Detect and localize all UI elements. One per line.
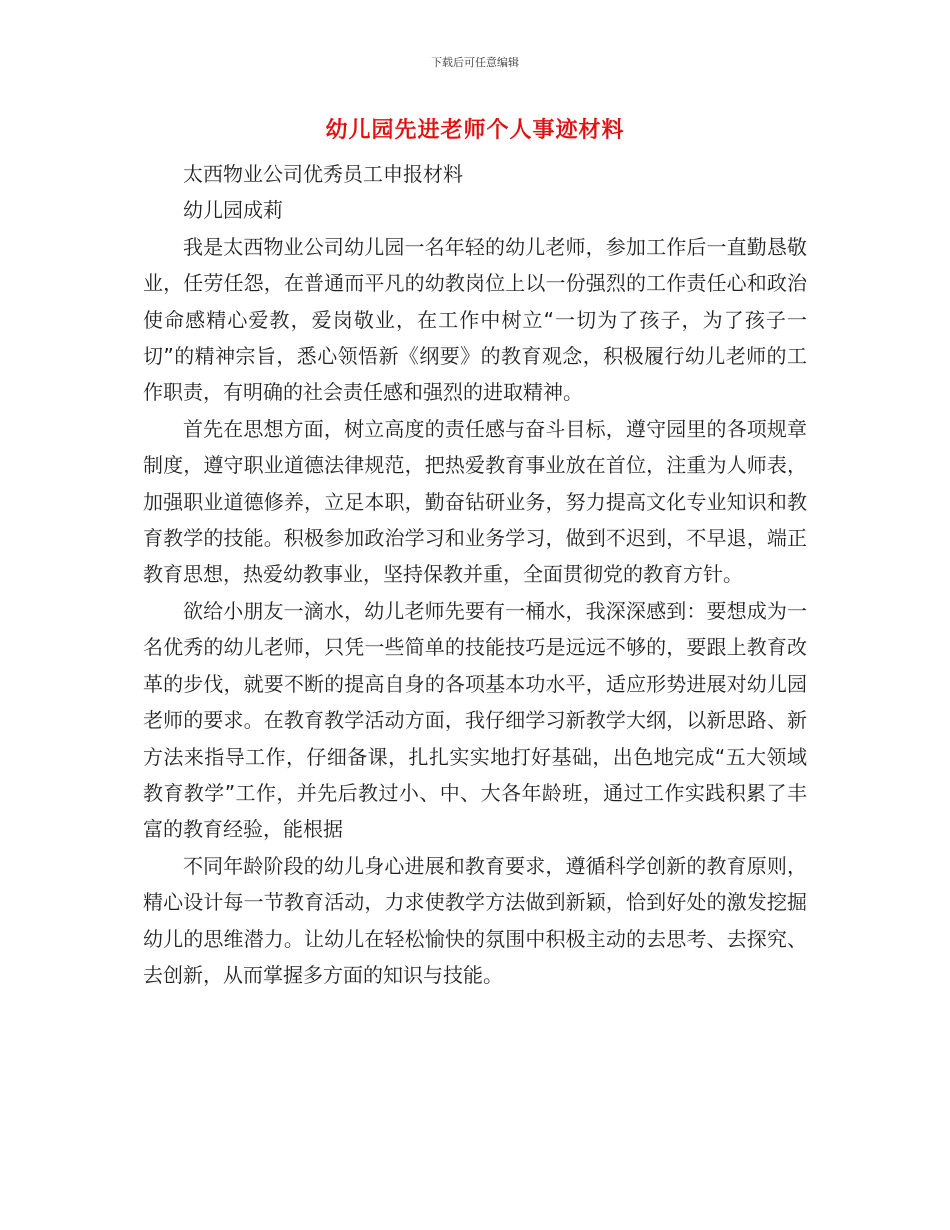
document-body: [143, 156, 807, 993]
document-title: 幼儿园先进老师个人事迹材料: [325, 118, 625, 143]
paragraph: 欲给小朋友一滴水，幼儿老师先要有一桶水，我深深感到：要想成为一名优秀的幼儿老师，只凭一些简单的技能技巧是远远不够的，要跟上教育改革的步伐，就要不断的提高自身的各项基本功水平，适应形势进展对幼儿园老师的要求。在教育教学活动方面，我仔细学习新教学大纲，以新思路、新方法来指导工作，仔细备课，扎扎实实地打好基础，出色地完成“五大领域教育教学”工作，并先后教过小、中、大各年龄班，通过工作实践积累了丰富的教育经验，能根据: [143, 598, 807, 842]
subtitle-line: 太西物业公司优秀员工申报材料: [183, 162, 463, 186]
paragraph: 我是太西物业公司幼儿园一名年轻的幼儿老师，参加工作后一直勤恳敬业，任劳任怨，在普通而平凡的幼教岗位上以一份强烈的工作责任心和政治使命感精心爱教，爱岗敬业，在工作中树立“一切为了孩子，为了孩子一切”的精神宗旨，悉心领悟新《纲要》的教育观念，积极履行幼儿老师的工作职责，有明确的社会责任感和强烈的进取精神。: [143, 234, 807, 405]
author-line: 幼儿园成莉: [183, 198, 283, 223]
page-header-note: 下载后可任意编辑: [431, 56, 519, 69]
paragraph: 不同年龄阶段的幼儿身心进展和教育要求，遵循科学创新的教育原则，精心设计每一节教育活动，力求使教学方法做到新颖，恰到好处的激发挖掘幼儿的思维潜力。让幼儿在轻松愉快的氛围中积极主动的去思考、去探究、去创新，从而掌握多方面的知识与技能。: [143, 853, 807, 987]
paragraph: 首先在思想方面，树立高度的责任感与奋斗目标，遵守园里的各项规章制度，遵守职业道德法律规范，把热爱教育事业放在首位，注重为人师表，加强职业道德修养，立足本职，勤奋钻研业务，努力提高文化专业知识和教育教学的技能。积极参加政治学习和业务学习，做到不迟到，不早退，端正教育思想，热爱幼教事业，坚持保教并重，全面贯彻党的教育方针。: [143, 416, 807, 587]
